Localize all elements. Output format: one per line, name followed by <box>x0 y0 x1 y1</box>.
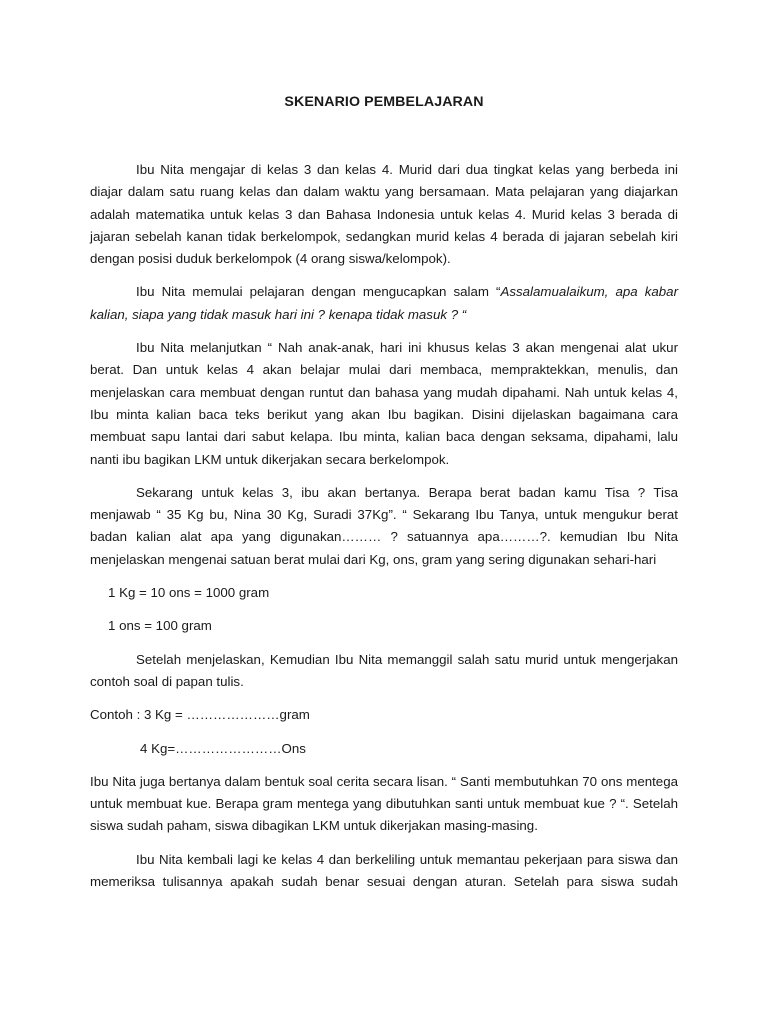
document-body <box>90 159 678 904</box>
example-1: Contoh : 3 Kg = …………………gram <box>90 707 310 723</box>
conversion-ons: 1 ons = 100 gram <box>108 618 212 634</box>
paragraph-instructions: Ibu Nita melanjutkan “ Nah anak-anak, hari ini khusus kelas 3 akan mengenai alat ukur berat. Dan untuk kelas 4 akan belajar mulai dari membaca, mempraktekkan, menulis, dan menjelaskan cara membuat dengan runtut dan bahasa yang mudah dipahami. Nah untuk kelas 4, Ibu minta kalian baca teks berikut yang akan Ibu bagikan. Disini dijelaskan bagaimana cara membuat sapu lantai dari sabut kelapa. Ibu minta, kalian baca dengan seksama, dipahami, lalu nanti ibu bagikan LKM untuk dikerjakan secara berkelompok. <box>90 340 678 467</box>
document-title: SKENARIO PEMBELAJARAN <box>284 94 484 110</box>
paragraph-intro: Ibu Nita mengajar di kelas 3 dan kelas 4. Murid dari dua tingkat kelas yang berbeda ini diajar dalam satu ruang kelas dan dalam waktu yang bersamaan. Mata pelajaran yang diajarkan adalah matematika untuk kelas 3 dan Bahasa Indonesia untuk kelas 4. Murid kelas 3 berada di jajaran sebelah kanan tidak berkelompok, sedangkan murid kelas 4 berada di jajaran sebelah kiri dengan posisi duduk berkelompok (4 orang siswa/kelompok). <box>90 162 678 267</box>
conversion-kg: 1 Kg = 10 ons = 1000 gram <box>108 585 270 601</box>
paragraph-story-problem: Ibu Nita juga bertanya dalam bentuk soal cerita secara lisan. “ Santi membutuhkan 70 ons mentega untuk membuat kue. Berapa gram mentega yang dibutuhkan santi untuk membuat kue ? “. Setelah siswa sudah paham, siswa dibagikan LKM untuk dikerjakan masing-masing. <box>90 773 678 834</box>
paragraph-greeting <box>90 281 678 326</box>
paragraph-class4: Ibu Nita kembali lagi ke kelas 4 dan berkeliling untuk memantau pekerjaan para siswa dan memeriksa tulisannya apakah sudah benar sesuai dengan aturan. Setelah para siswa sudah <box>90 851 678 890</box>
paragraph-questions: Sekarang untuk kelas 3, ibu akan bertanya. Berapa berat badan kamu Tisa ? Tisa menjawab “ 35 Kg bu, Nina 30 Kg, Suradi 37Kg”. “ Sekarang Ibu Tanya, untuk mengukur berat badan kalian alat apa yang digunakan……… ? satuannya apa………?. kemudian Ibu Nita menjelaskan mengenai satuan berat mulai dari Kg, ons, gram yang sering digunakan sehari-hari <box>90 484 678 567</box>
example-2: 4 Kg=……………………Ons <box>140 740 306 756</box>
greeting-intro-text: Ibu Nita memulai pelajaran dengan mengucapkan salam “ <box>136 284 501 300</box>
paragraph-blackboard: Setelah menjelaskan, Kemudian Ibu Nita memanggil salah satu murid untuk mengerjakan contoh soal di papan tulis. <box>90 651 678 689</box>
greeting-quote-text: Assalamualaikum, apa kabar kalian, siapa yang tidak masuk hari ini ? kenapa tidak masuk ? “ <box>90 284 678 322</box>
